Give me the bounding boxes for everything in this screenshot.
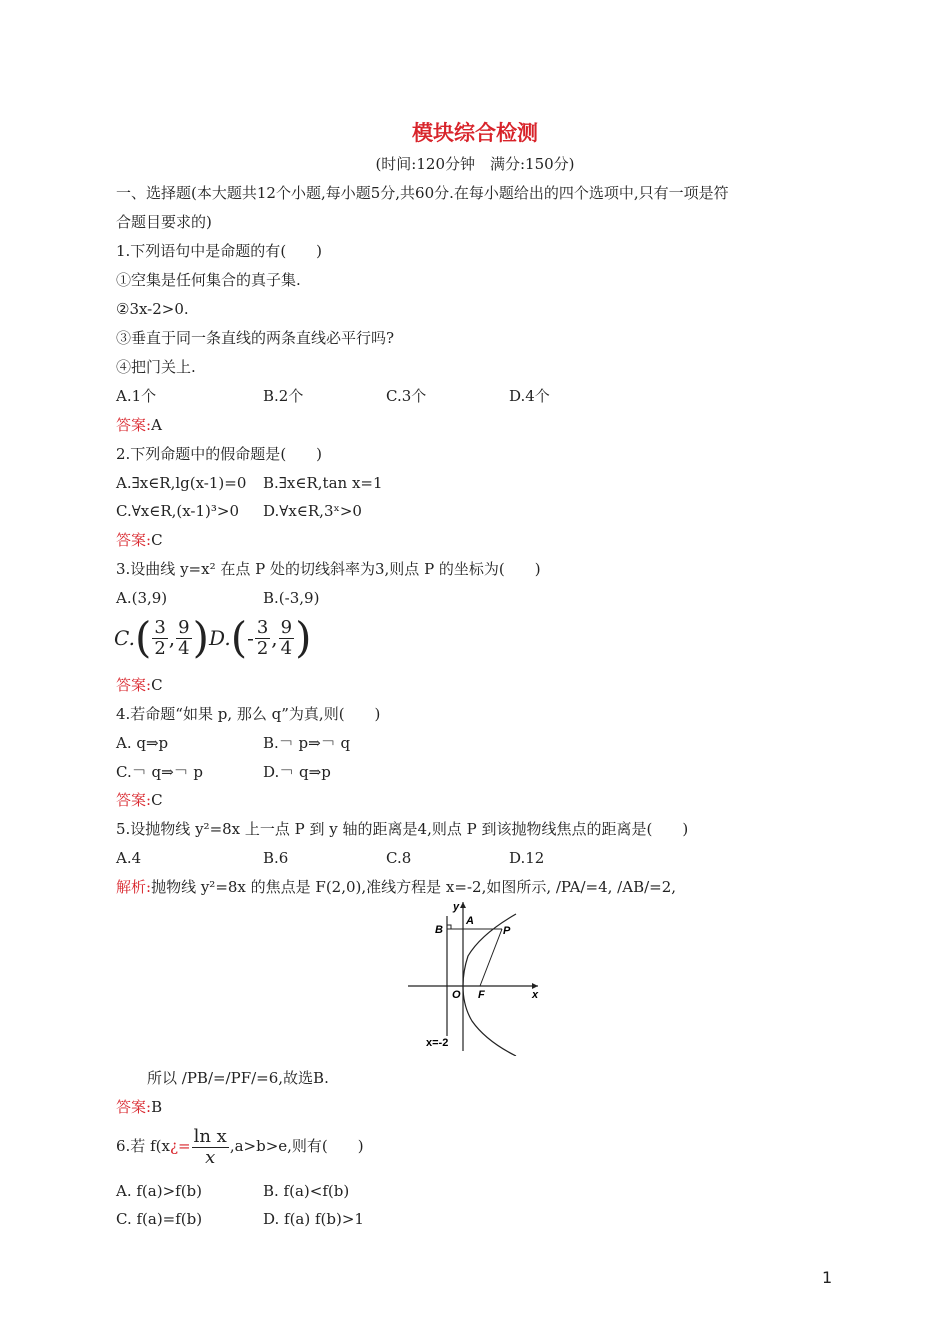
paren-open: ( xyxy=(230,613,248,662)
answer-label: 答案: xyxy=(116,416,152,434)
q6-fraction: $\frac{\text{ln x}}{x}$ xyxy=(193,1125,227,1168)
q3-option-b: B.(-3,9) xyxy=(263,589,320,607)
paren-close: ) xyxy=(192,613,209,662)
q6-option-b: B. f(a)<f(b) xyxy=(263,1182,350,1200)
minus-sign: - xyxy=(247,626,254,650)
q1-option-b: B.2个 xyxy=(263,387,304,405)
q3-option-d-label: D. xyxy=(209,626,231,650)
q6-stem-pre: 6.若 f(x xyxy=(116,1137,170,1155)
parabola-figure xyxy=(406,896,546,1056)
q3-frac-3-2: $\frac{3}{2}$ xyxy=(154,616,166,659)
q5-option-d: D.12 xyxy=(509,849,545,867)
q3-frac-3-2b: $\frac{3}{2}$ xyxy=(256,616,269,659)
q4-option-b: B.￢ p⇒￢ q xyxy=(263,734,351,752)
q6-stem-post: ,a>b>e,则有( ) xyxy=(229,1137,364,1155)
q4-stem: 4.若命题“如果 p, 那么 q”为真,则( ) xyxy=(116,705,381,723)
q1-item-1: ①空集是任何集合的真子集. xyxy=(116,271,301,289)
q1-answer xyxy=(116,415,162,435)
q2-option-b: B.∃x∈R,tan x=1 xyxy=(263,474,383,492)
label-b: B xyxy=(435,924,443,936)
label-f: F xyxy=(478,989,485,1001)
paren-open: ( xyxy=(134,613,152,662)
q3-stem: 3.设曲线 y=x² 在点 P 处的切线斜率为3,则点 P 的坐标为( ) xyxy=(116,560,541,578)
q5-option-b: B.6 xyxy=(263,849,289,867)
comma: , xyxy=(168,626,176,650)
section-heading-line2: 合题目要求的) xyxy=(116,213,212,231)
q3-answer-value: C xyxy=(151,676,163,694)
label-o: O xyxy=(452,989,461,1001)
q5-answer-value: B xyxy=(151,1098,163,1116)
q1-item-3: ③垂直于同一条直线的两条直线必平行吗? xyxy=(116,329,395,347)
comma: , xyxy=(271,626,278,650)
q6-option-c: C. f(a)=f(b) xyxy=(116,1210,203,1228)
answer-label: 答案: xyxy=(116,676,152,694)
label-directrix: x=-2 xyxy=(426,1037,449,1049)
q4-answer xyxy=(116,790,163,810)
q1-option-d: D.4个 xyxy=(509,387,550,405)
page-number: 1 xyxy=(822,1268,833,1287)
section-heading-line1: 一、选择题(本大题共12个小题,每小题5分,共60分.在每小题给出的四个选项中,只有一项是符 xyxy=(116,184,729,202)
q1-option-a: A.1个 xyxy=(116,387,157,405)
q5-analysis xyxy=(116,877,676,897)
answer-label: 答案: xyxy=(116,1098,152,1116)
q6-stem-mid: ¿= xyxy=(169,1137,191,1155)
q1-item-2: ②3x-2>0. xyxy=(116,300,189,318)
q3-option-a: A.(3,9) xyxy=(116,589,168,607)
right-angle-mark xyxy=(447,925,451,929)
q5-conclusion: 所以 /PB/=/PF/=6,故选B. xyxy=(147,1069,329,1087)
q5-stem: 5.设抛物线 y²=8x 上一点 P 到 y 轴的距离是4,则点 P 到该抛物线焦点的距离是( ) xyxy=(116,820,689,838)
q2-stem: 2.下列命题中的假命题是( ) xyxy=(116,445,323,463)
q5-option-a: A.4 xyxy=(116,849,142,867)
q3-frac-9-4b: $\frac{9}{4}$ xyxy=(280,616,293,659)
q2-answer-value: C xyxy=(151,531,163,549)
q2-option-d: D.∀x∈R,3ˣ>0 xyxy=(263,502,362,520)
q4-answer-value: C xyxy=(151,791,163,809)
q2-option-c: C.∀x∈R,(x-1)³>0 xyxy=(116,502,240,520)
answer-label: 答案: xyxy=(116,531,152,549)
q4-option-d: D.￢ q⇒p xyxy=(263,763,331,781)
label-y: y xyxy=(453,901,460,913)
q6-stem xyxy=(116,1124,364,1168)
q4-option-a: A. q⇒p xyxy=(116,734,169,752)
q6-option-d: D. f(a) f(b)>1 xyxy=(263,1210,364,1228)
q1-stem: 1.下列语句中是命题的有( ) xyxy=(116,242,323,260)
q3-answer xyxy=(116,675,163,695)
doc-subtitle: (时间:120分钟 满分:150分) xyxy=(375,155,575,173)
q6-option-a: A. f(a)>f(b) xyxy=(116,1182,202,1200)
answer-label: 答案: xyxy=(116,791,152,809)
q3-option-c-label: C. xyxy=(114,626,135,650)
label-x: x xyxy=(532,989,539,1001)
y-axis-arrow xyxy=(460,902,466,908)
q5-option-c: C.8 xyxy=(386,849,412,867)
label-p: P xyxy=(503,925,511,937)
label-a: A xyxy=(466,915,474,927)
q3-options-cd xyxy=(114,614,312,661)
analysis-label: 解析: xyxy=(116,878,152,896)
q5-answer xyxy=(116,1097,162,1117)
q1-answer-value: A xyxy=(151,416,162,434)
paren-close: ) xyxy=(295,613,312,662)
q1-item-4: ④把门关上. xyxy=(116,358,196,376)
doc-title: 模块综合检测 xyxy=(412,121,538,145)
q4-option-c: C.￢ q⇒￢ p xyxy=(116,763,204,781)
q2-answer xyxy=(116,530,163,550)
q5-analysis-text: 抛物线 y²=8x 的焦点是 F(2,0),准线方程是 x=-2,如图所示, /PA/=4, /AB/=2, xyxy=(151,878,677,896)
q1-option-c: C.3个 xyxy=(386,387,427,405)
q2-option-a: A.∃x∈R,lg(x-1)=0 xyxy=(116,474,247,492)
q3-frac-9-4: $\frac{9}{4}$ xyxy=(178,616,190,659)
